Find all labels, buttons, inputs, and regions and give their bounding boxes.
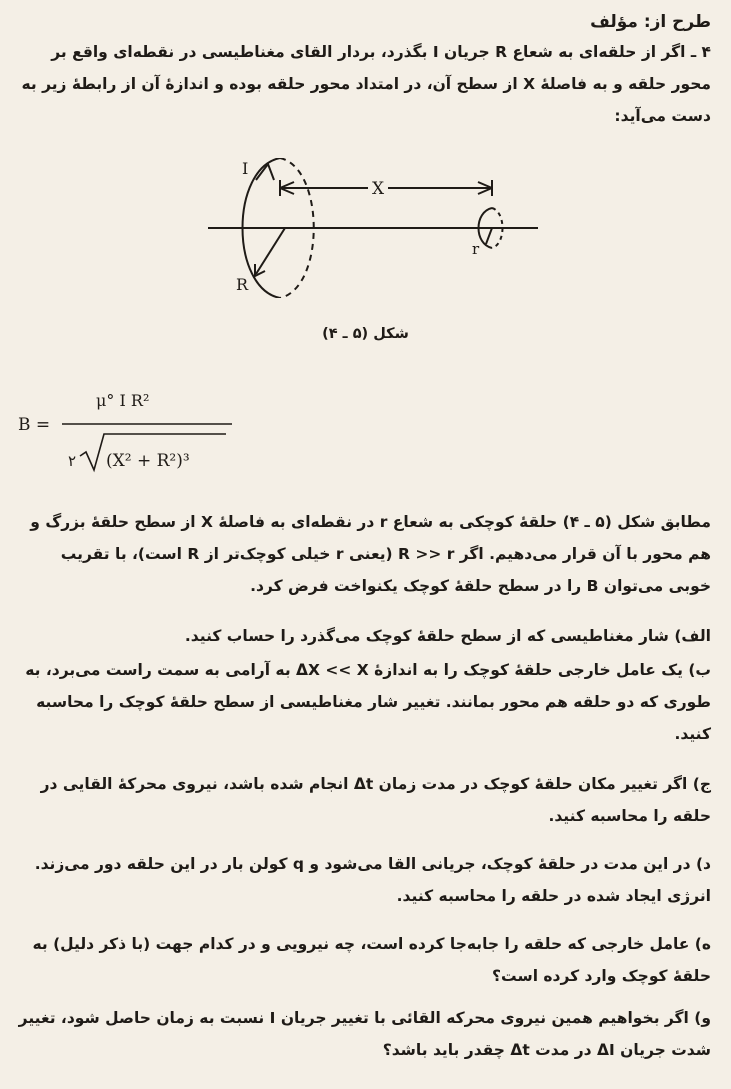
label-r-big: R [236,275,249,294]
author-heading: طرح از: مؤلف [590,12,711,32]
radius-line [256,228,285,274]
setup-paragraph: مطابق شکل (۵ ـ ۴) حلقهٔ کوچکی به شعاع r در نقطه‌ای به فاصلهٔ X از سطح حلقهٔ بزرگ و هم محور با آن قرار می‌دهیم. اگر R >> r (یعنی r خیلی کوچک‌تر از R است)، با تقریب خوبی می‌توان B را در سطح حلقهٔ کوچک یکنواخت فرض کرد. [30,513,711,595]
part-f: و) اگر بخواهیم همین نیروی محرکه القائی با تغییر جریان I نسبت به زمان حاصل شود، تغییر شدت جریان ΔI در مدت Δt چقدر باید باشد؟ [18,1009,711,1059]
label-x: X [371,179,385,199]
formula-lhs: B = [18,415,51,435]
part-e: ه) عامل خارجی که حلقه را جابه‌جا کرده است، چه نیرویی و در کدام جهت (با ذکر دلیل) به حلقهٔ کوچک وارد کرده است؟ [32,935,711,985]
part-c: ج) اگر تغییر مکان حلقهٔ کوچک در مدت زمان Δt انجام شده باشد، نیروی محرکهٔ القایی در حلقه را محاسبه کنید. [40,775,711,825]
formula-numerator: μ° I R² [96,391,150,410]
small-radius-line [486,228,492,244]
question-4-text: ۴ ـ اگر از حلقه‌ای به شعاع R جریان I بگذرد، بردار القای مغناطیسی در نقطه‌ای واقع بر محور حلقه و به فاصلهٔ X از سطح آن، در امتداد محور حلقه بوده و اندازهٔ آن از رابطهٔ زیر به دست می‌آید: [21,43,711,125]
label-i: I [242,159,249,178]
part-b: ب) یک عامل خارجی حلقهٔ کوچک را به اندازهٔ ΔX << X به آرامی به سمت راست می‌برد، به طوری که دو حلقه هم محور بمانند. تغییر شار مغناطیسی از سطح حلقهٔ کوچک را محاسبه کنید. [25,661,711,743]
label-r-small: r [472,240,480,258]
formula-denominator-radicand: (X² + R²)³ [106,451,190,471]
field-formula [16,382,256,482]
two-loops-figure [200,158,545,298]
figure-caption: شکل (۵ ـ ۴) [322,326,409,342]
formula-denominator-coef: ۲ [68,452,77,470]
part-d: د) در این مدت در حلقهٔ کوچک، جریانی القا می‌شود و q کولن بار در این حلقه دور می‌زند. انرژی ایجاد شده در حلقه را محاسبه کنید. [34,855,711,905]
part-a: الف) شار مغناطیسی که از سطح حلقهٔ کوچک می‌گذرد را حساب کنید. [184,627,711,645]
